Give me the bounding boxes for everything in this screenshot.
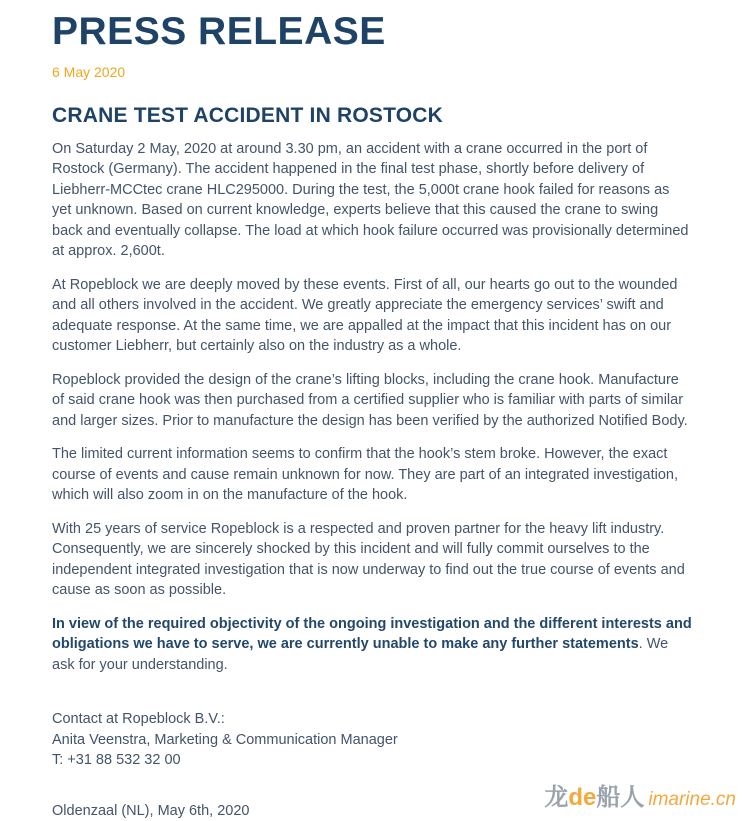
paragraph-investigation-status: The limited current information seems to confirm that the hook’s stem broke. However, the exact course of events and cause remain unknown for now. They are part of an integrated investigation, which will also zoom in on the manufacture of the hook. <box>52 446 679 504</box>
press-release-page <box>52 0 692 821</box>
contact-phone: T: +31 88 532 32 00 <box>52 752 181 769</box>
imarine-watermark <box>544 786 736 810</box>
watermark-de-text: de <box>568 784 597 811</box>
paragraph-company-response: At Ropeblock we are deeply moved by these events. First of all, our hearts go out to the wounded and all others involved in the accident. We greatly appreciate the emergency services’ swift and adequate response. At the same time, we are appalled at the impact that this incident has on our customer Liebherr, but certainly also on the industry as a whole. <box>52 276 678 355</box>
paragraph-statement <box>52 614 692 676</box>
statement-bold-text: In view of the required objectivity of the ongoing investigation and the different interests and obligations we have to serve, we are currently unable to make any further statements <box>52 615 692 653</box>
paragraph-accident-summary: On Saturday 2 May, 2020 at around 3.30 pm, an accident with a crane occurred in the port of Rostock (Germany). The accident happened in the final test phase, shortly before delivery of Liebherr-MCCtec crane HLC295000. During the test, the 5,000t crane hook failed for reasons as yet unknown. Based on current knowledge, experts believe that this caused the crane to swing back and eventually collapse. The load at which hook failure occurred was provisionally determined at approx. 2,600t. <box>52 140 689 260</box>
release-date: 6 May 2020 <box>52 63 126 80</box>
article-heading: CRANE TEST ACCIDENT IN ROSTOCK <box>52 103 444 127</box>
watermark-cjk-dragon: 龙 <box>544 784 569 811</box>
watermark-cjk-boatpeople: 船人 <box>596 784 645 811</box>
page-title: PRESS RELEASE <box>52 10 386 53</box>
watermark-site-url: imarine.cn <box>648 789 736 810</box>
contact-intro: Contact at Ropeblock B.V.: <box>52 711 225 728</box>
statement-regular-text: . We ask for your understanding. <box>52 636 669 673</box>
paragraph-design-manufacture: Ropeblock provided the design of the crane’s lifting blocks, including the crane hook. Manufacture of said crane hook was then purchased from a certified supplier who is familiar with parts of similar and larger sizes. Prior to manufacture the design has been verified by the authorized Notified Body. <box>52 371 688 429</box>
place-dateline: Oldenzaal (NL), May 6th, 2020 <box>52 802 250 819</box>
paragraph-company-commitment: With 25 years of service Ropeblock is a respected and proven partner for the heavy lift industry. Consequently, we are sincerely shocked by this incident and will fully commit ourselves to the independent integrated investigation that is now underway to find out the true course of events and cause as soon as possible. <box>52 520 685 599</box>
contact-person: Anita Veenstra, Marketing & Communication Manager <box>52 731 398 748</box>
article-body <box>52 139 692 676</box>
